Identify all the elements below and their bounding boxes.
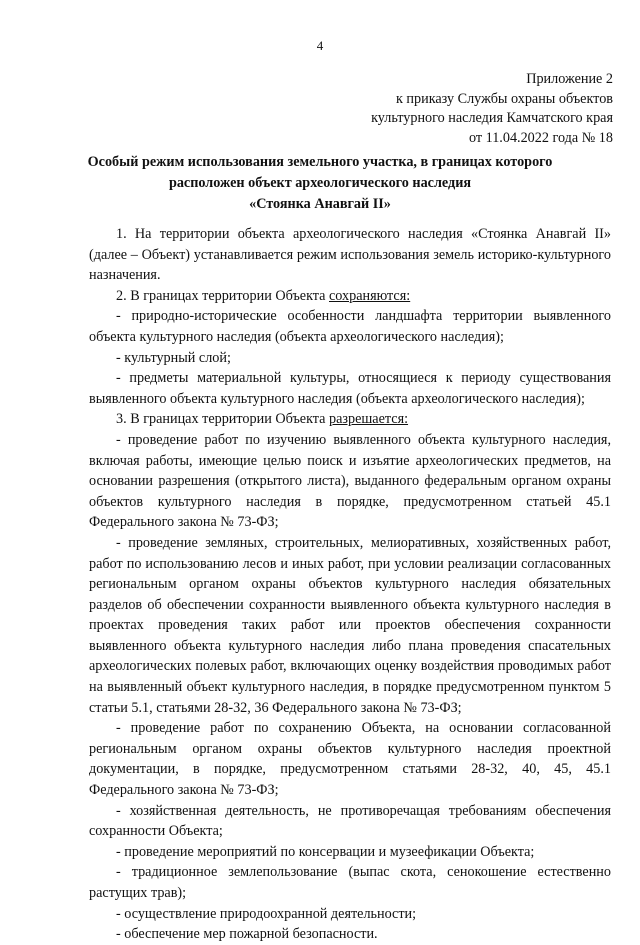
paragraph-lead: 2. В границах территории Объекта (116, 287, 329, 304)
appendix-line: Приложение 2 (526, 71, 613, 87)
list-item: - обеспечение мер пожарной безопасности. (116, 926, 378, 943)
list-item: - проведение работ по сохранению Объекта, на основании согласованной региональным органом охраны объектов культурного наследия проектной документации, в порядке, предусмотренном статьями 28-32, 40, 45, 45.1 Федерального закона № 73-ФЗ; (89, 720, 611, 799)
title-line: «Стоянка Анавгай II» (249, 196, 391, 212)
list-item: - проведение мероприятий по консервации и музеефикации Объекта; (116, 843, 535, 860)
list-item: - хозяйственная деятельность, не противоречащая требованиям обеспечения сохранности Объекта; (89, 802, 611, 840)
paragraph (89, 286, 611, 307)
list-item: - традиционное землепользование (выпас скота, сенокошение естественно растущих трав); (89, 864, 611, 901)
paragraph: 1. На территории объекта археологического наследия «Стоянка Анавгай II» (далее – Объект) устанавливается режим использования земель историко-культурного назначения. (89, 226, 611, 284)
appendix-line: к приказу Службы охраны объектов (395, 90, 613, 107)
list-item: - природно-исторические особенности ландшафта территории выявленного объекта культурного наследия (объекта археологического наследия); (89, 308, 611, 345)
list-item: - проведение работ по изучению выявленного объекта культурного наследия, включая работы, имеющие целью поиск и изъятие археологических предметов, на основании разрешения (открытого листа), выданного федеральным органом охраны объектов культурного наследия в порядке, предусмотренном статьей 45.1 Федерального закона № 73-ФЗ; (89, 431, 611, 531)
list-item: - осуществление природоохранной деятельности; (116, 905, 417, 922)
list-item: - предметы материальной культуры, относящиеся к периоду существования выявленного объекта культурного наследия (объекта археологического наследия); (89, 370, 611, 407)
paragraph (89, 409, 611, 430)
title-line: Особый режим использования земельного участка, в границах которого (87, 154, 553, 170)
document-title (60, 152, 580, 215)
underlined-term: сохраняются: (329, 287, 411, 304)
appendix-line: культурного наследия Камчатского края (371, 110, 613, 127)
list-item: - культурный слой; (116, 349, 231, 366)
appendix-header (313, 70, 613, 148)
title-line: расположен объект археологического наследия (168, 175, 472, 191)
list-item: - проведение земляных, строительных, мелиоративных, хозяйственных работ, работ по использованию лесов и иных работ, при условии реализации согласованных региональным органом охраны объектов культурного наследия обязательных разделов об обеспечении сохранности выявленного объекта культурного наследия в проектах проведения таких работ или проектов обеспечения сохранности выявленного объекта культурного наследия либо плана проведения спасательных археологических полевых работ, включающих оценку воздействия проводимых работ на выявленный объект культурного наследия, в порядке предусмотренном пунктом 5 статьи 5.1, статьями 28-32, 36 Федерального закона № 73-ФЗ; (89, 534, 611, 716)
paragraph-lead: 3. В границах территории Объекта (116, 411, 329, 428)
document-body (89, 224, 611, 945)
underlined-term: разрешается: (329, 411, 409, 428)
appendix-line: от 11.04.2022 года № 18 (468, 129, 613, 146)
page-number: 4 (316, 38, 324, 53)
